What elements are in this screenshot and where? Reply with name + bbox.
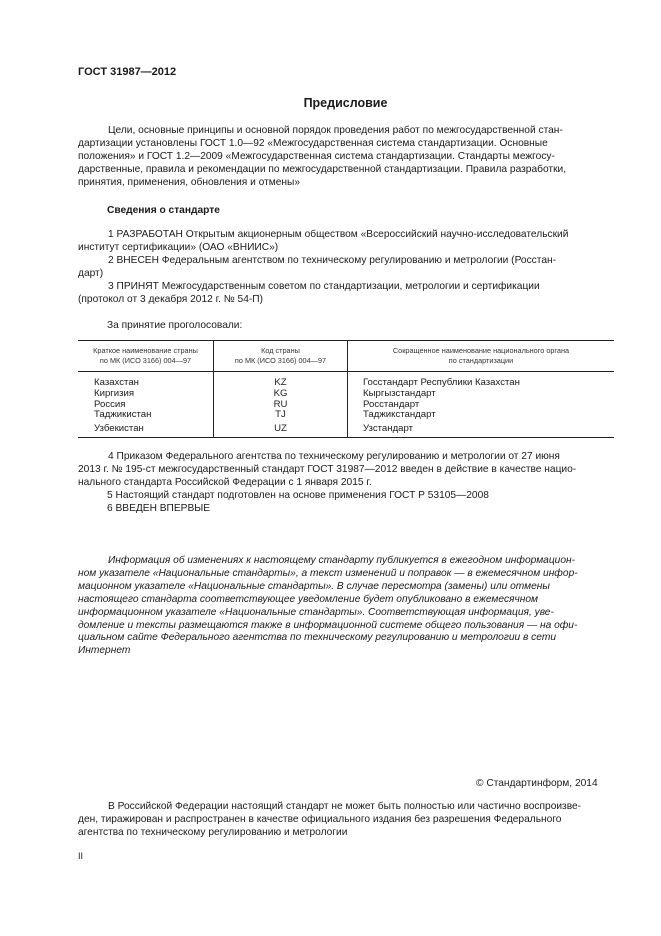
- rights-paragraph: [78, 801, 615, 840]
- rights-line: В Российской Федерации настоящий стандарт не может быть полностью или частично воспроизве-: [108, 801, 582, 812]
- info-heading: Сведения о стандарте: [107, 205, 220, 216]
- cell-country: Таджикистан: [78, 410, 214, 421]
- header-line: по МК (ИСО 3166) 004—97: [234, 356, 327, 365]
- item-1: [78, 229, 615, 255]
- item-1-line: институт сертификации» (ОАО «ВНИИС»): [78, 241, 279, 253]
- notice-line: Интернет: [78, 645, 131, 657]
- table-row: [78, 421, 614, 437]
- header-line: по стандартизации: [448, 356, 514, 365]
- header-line: по МК (ИСО 3166) 004—97: [99, 356, 192, 365]
- cell-body: Кыргызстандарт: [363, 387, 436, 399]
- cell-code: UZ: [214, 421, 348, 437]
- item-2-line: 2 ВНЕСЕН Федеральным агентством по техническому регулированию и метрологии (Росстан-: [108, 255, 557, 266]
- document-code: ГОСТ 31987—2012: [78, 66, 177, 78]
- header-country: [78, 341, 214, 372]
- voting-table: [78, 340, 614, 438]
- intro-line: дартизации установлены ГОСТ 1.0—92 «Межгосударственная система стандартизации. Основные: [78, 137, 548, 149]
- cell-country: Казахстан: [78, 372, 214, 389]
- vote-label: За принятие проголосовали:: [107, 320, 243, 331]
- notice-line: информационном указателе «Национальные стандарты». Соответствующая информация, уве-: [78, 606, 554, 618]
- page-number: II: [78, 851, 84, 861]
- intro-line: принятия, применения, обновления и отмены»: [78, 176, 301, 188]
- item-2: [78, 255, 615, 281]
- item-3-line: 3 ПРИНЯТ Межгосударственным советом по стандартизации, метрологии и сертификации: [108, 281, 540, 292]
- cell-country: Узбекистан: [78, 421, 214, 437]
- cell-body: Росстандарт: [363, 398, 420, 410]
- intro-line: положения» и ГОСТ 1.2—2009 «Межгосударственная система стандартизации. Стандарты межгосу-: [78, 150, 555, 162]
- item-3: [78, 281, 615, 307]
- rights-line: ден, тиражирован и распространен в качестве официального издания без разрешения Федерального: [78, 813, 562, 825]
- table-header-row: [78, 341, 614, 372]
- table-row: [78, 372, 614, 389]
- notice-line: Информация об изменениях к настоящему стандарту публикуется в ежегодном информацион-: [108, 555, 576, 566]
- notice-line: циальном сайте Федерального агентства по техническому регулированию и метрологии в сети: [78, 632, 556, 644]
- notice-line: мационном указателе «Национальные стандарты». В случае пересмотра (замены) или отмены: [78, 580, 550, 592]
- header-line: Сокращенное наименование национального органа: [392, 346, 570, 355]
- cell-code: KG: [214, 389, 348, 400]
- cell-body: Госстандарт Республики Казахстан: [363, 377, 520, 388]
- item-4-line: 2013 г. № 195-ст межгосударственный стандарт ГОСТ 31987—2012 введен в действие в качестве нацио-: [78, 463, 577, 475]
- item-6: 6 ВВЕДЕН ВПЕРВЫЕ: [107, 503, 211, 514]
- rights-line: агентства по техническому регулированию и метрологии: [78, 826, 348, 838]
- intro-paragraph: [78, 125, 615, 190]
- table-row: [78, 410, 614, 421]
- table-row: [78, 400, 614, 411]
- item-1-line: 1 РАЗРАБОТАН Открытым акционерным обществом «Всероссийский научно-исследовательский: [108, 229, 569, 240]
- cell-code: RU: [214, 400, 348, 411]
- item-2-line: дарт): [78, 267, 104, 279]
- intro-line: дарственные, правила и рекомендации по межгосударственной стандартизации. Правила разработки,: [78, 163, 567, 175]
- cell-body: Таджикстандарт: [363, 409, 436, 421]
- cell-body: Узстандарт: [348, 421, 615, 437]
- cell-country: Киргизия: [78, 389, 214, 400]
- header-body: [348, 341, 615, 372]
- cell-code: TJ: [214, 410, 348, 421]
- item-4: [78, 451, 615, 490]
- notice-line: домление и тексты размещаются также в информационной системе общего пользования — на офи-: [78, 619, 578, 631]
- notice-line: ном указателе «Национальные стандарты», а текст изменений и поправок — в ежемесячном инфор-: [78, 567, 578, 579]
- notice-line: настоящего стандарта соответствующее уведомление будет опубликовано в ежемесячном: [78, 593, 539, 605]
- table-row: [78, 389, 614, 400]
- item-4-line: 4 Приказом Федерального агентства по техническому регулированию и метрологии от 27 июня: [108, 451, 560, 462]
- page-title: Предисловие: [303, 96, 388, 110]
- header-line: Краткое наименование страны: [93, 346, 198, 355]
- item-3-line: (протокол от 3 декабря 2012 г. № 54-П): [78, 293, 263, 305]
- header-code: [214, 341, 348, 372]
- notice-paragraph: [78, 555, 615, 658]
- cell-code: KZ: [214, 372, 348, 389]
- intro-line: Цели, основные принципы и основной порядок проведения работ по межгосударственной стан-: [108, 125, 563, 136]
- copyright: © Стандартинформ, 2014: [476, 778, 598, 789]
- item-5: 5 Настоящий стандарт подготовлен на основе применения ГОСТ Р 53105—2008: [107, 490, 489, 501]
- item-4-line: нального стандарта Российской Федерации с 1 января 2015 г.: [78, 476, 372, 488]
- header-line: Код страны: [261, 346, 300, 355]
- cell-country: Россия: [78, 400, 214, 411]
